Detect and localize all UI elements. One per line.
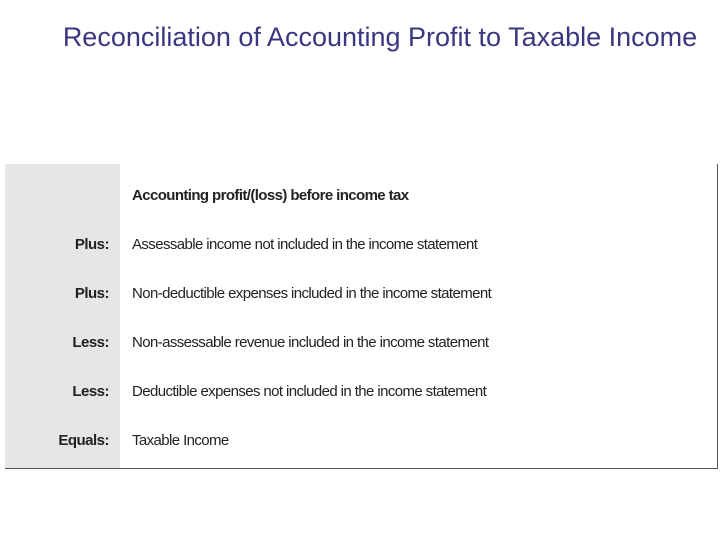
table-row — [5, 279, 718, 309]
row-operator-label: Equals: — [58, 432, 109, 449]
row-operator-label: Less: — [72, 383, 109, 400]
table-heading: Accounting profit/(loss) before income tax — [132, 187, 409, 204]
table-row — [5, 230, 718, 260]
row-operator-label: Plus: — [74, 236, 109, 253]
row-description: Taxable Income — [132, 432, 229, 449]
row-operator-label: Plus: — [74, 285, 109, 302]
row-description: Assessable income not included in the income statement — [132, 236, 478, 253]
table-heading-row — [5, 181, 718, 211]
page-title: Reconciliation of Accounting Profit to Taxable Income — [62, 22, 698, 52]
row-description: Non-assessable revenue included in the income statement — [132, 334, 489, 351]
table-row — [5, 328, 718, 358]
row-operator-label: Less: — [72, 334, 109, 351]
reconciliation-table — [5, 164, 718, 469]
row-description: Non-deductible expenses included in the income statement — [132, 285, 492, 302]
row-description: Deductible expenses not included in the income statement — [132, 383, 487, 400]
table-row — [5, 377, 718, 407]
table-row — [5, 426, 718, 456]
